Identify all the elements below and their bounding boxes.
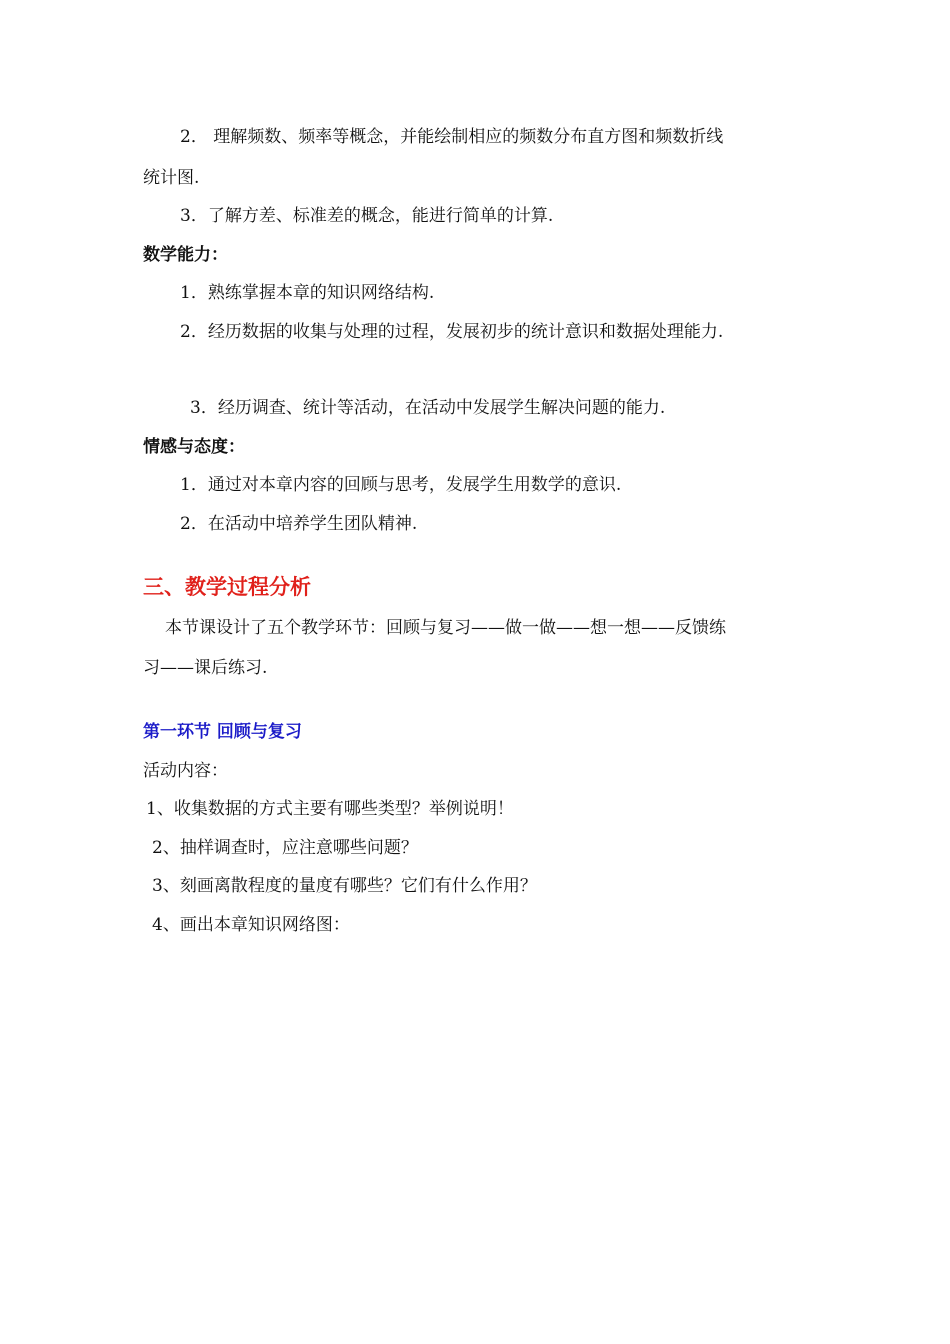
knowledge-item-3: 3．了解方差、标准差的概念，能进行简单的计算. — [180, 206, 554, 226]
step-1-heading: 第一环节 回顾与复习 — [143, 722, 302, 742]
question-1: 1、收集数据的方式主要有哪些类型？举例说明！ — [146, 799, 514, 819]
section-3-intro-line-2: 习——课后练习. — [143, 658, 268, 678]
math-ability-item-2: 2．经历数据的收集与处理的过程，发展初步的统计意识和数据处理能力. — [180, 322, 724, 342]
attitude-heading: 情感与态度： — [143, 437, 245, 457]
section-3-heading: 三、教学过程分析 — [143, 574, 311, 599]
section-3-intro-line-1: 本节课设计了五个教学环节：回顾与复习——做一做——想一想——反馈练 — [165, 618, 726, 638]
knowledge-item-2-line-1: 2． 理解频数、频率等概念，并能绘制相应的频数分布直方图和频数折线 — [180, 127, 724, 147]
attitude-item-2: 2．在活动中培养学生团队精神. — [180, 514, 418, 534]
activity-content-label: 活动内容： — [143, 761, 228, 781]
question-2: 2、抽样调查时，应注意哪些问题？ — [152, 838, 418, 858]
knowledge-item-2-line-2: 统计图. — [143, 168, 200, 188]
question-3: 3、刻画离散程度的量度有哪些？它们有什么作用？ — [152, 876, 537, 896]
question-4: 4、画出本章知识网络图： — [152, 915, 350, 935]
math-ability-heading: 数学能力： — [143, 245, 228, 265]
attitude-item-1: 1．通过对本章内容的回顾与思考，发展学生用数学的意识. — [180, 475, 622, 495]
math-ability-item-3: 3．经历调查、统计等活动，在活动中发展学生解决问题的能力. — [190, 398, 666, 418]
math-ability-item-1: 1．熟练掌握本章的知识网络结构. — [180, 283, 435, 303]
